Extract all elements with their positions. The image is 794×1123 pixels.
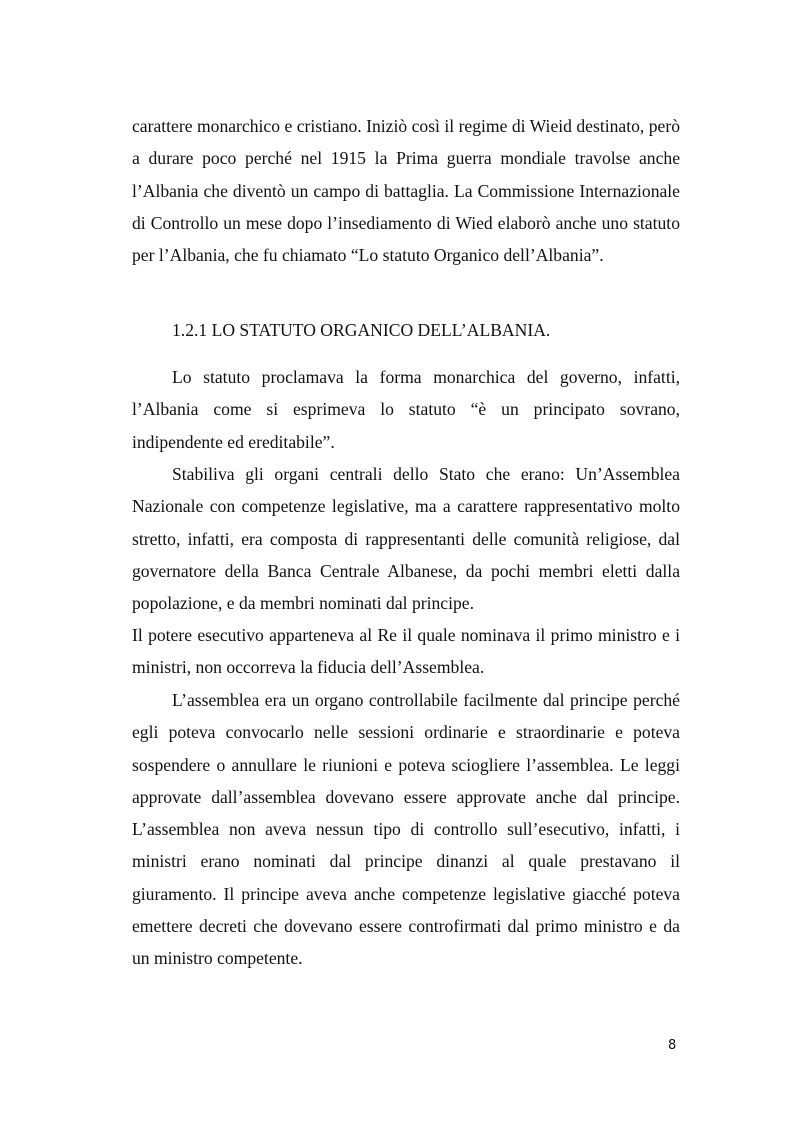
paragraph-organi: Stabiliva gli organi centrali dello Stato che erano: Un’Assemblea Nazionale con competenze legislative, ma a carattere rappresentativo molto stretto, infatti, era composta di rappresentanti delle comunità religiose, dal governatore della Banca Centrale Albanese, da pochi membri eletti dalla popolazione, e da membri nominati dal principe. (132, 464, 680, 614)
paragraph-intro: carattere monarchico e cristiano. Iniziò così il regime di Wieid destinato, però a durare poco perché nel 1915 la Prima guerra mondiale travolse anche l’Albania che diventò un campo di battaglia. La Commissione Internazionale di Controllo un mese dopo l’insediamento di Wied elaborò anche uno statuto per l’Albania, che fu chiamato “Lo statuto Organico dell’Albania”. (132, 116, 680, 266)
section-text-block-2 (132, 458, 680, 619)
paragraph-assemblea: L’assemblea era un organo controllabile facilmente dal principe perché egli poteva convocarlo nelle sessioni ordinarie e straordinarie e poteva sospendere o annullare le riunioni e poteva sciogliere l’assemblea. Le leggi approvate dall’assemblea dovevano essere approvate anche dal principe. L’assemblea non aveva nessun tipo di controllo sull’esecutivo, infatti, i ministri erano nominati dal principe dinanzi al quale prestavano il giuramento. Il principe aveva anche competenze legislative giacché poteva emettere decreti che dovevano essere controfirmati dal primo ministro e da un ministro competente. (132, 690, 680, 969)
paragraph-potere: Il potere esecutivo apparteneva al Re il quale nominava il primo ministro e i ministri, non occorreva la fiducia dell’Assemblea. (132, 625, 680, 678)
page-number: 8 (668, 1038, 677, 1053)
intro-text-block (132, 110, 680, 271)
section-text-block-3 (132, 619, 680, 684)
section-heading: 1.2.1 LO STATUTO ORGANICO DELL’ALBANIA. (172, 320, 551, 340)
section-text-block-1 (132, 361, 680, 458)
section-text-block-4 (132, 684, 680, 975)
paragraph-statuto: Lo statuto proclamava la forma monarchica del governo, infatti, l’Albania come si esprimeva lo statuto “è un principato sovrano, indipendente ed ereditabile”. (132, 367, 680, 452)
